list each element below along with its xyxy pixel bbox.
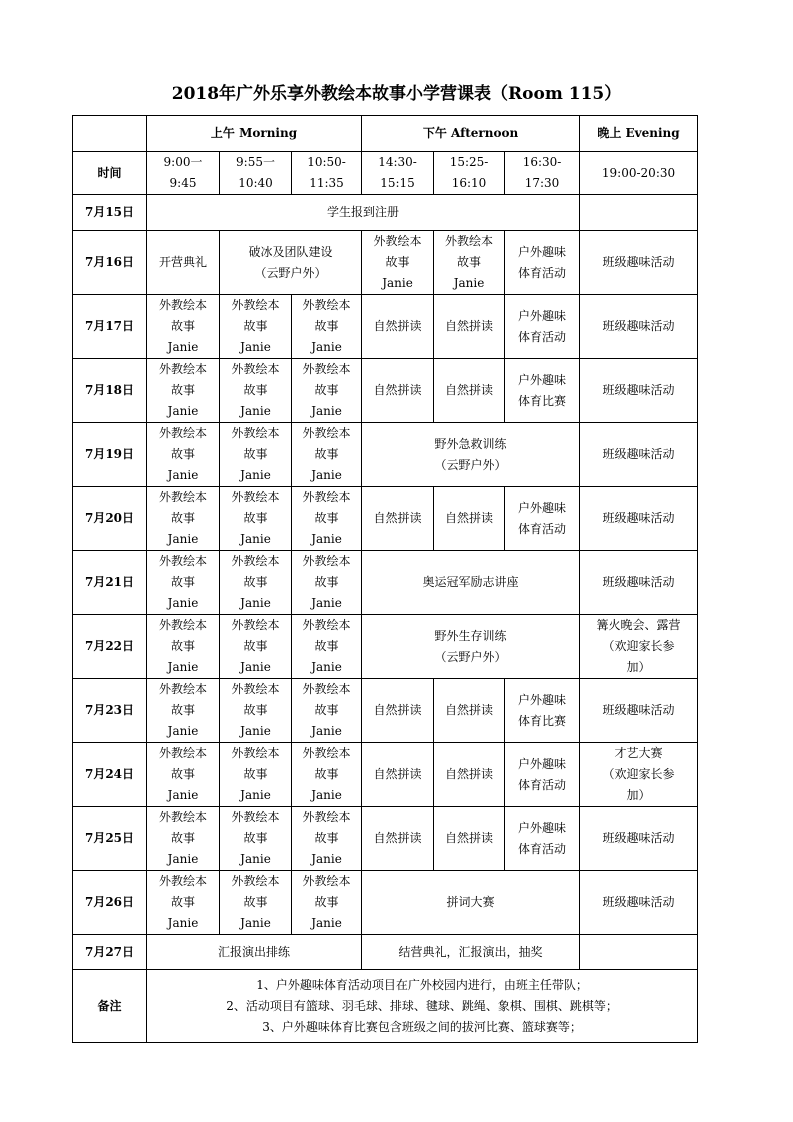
activity-text: Janie	[167, 340, 199, 354]
activity-cell	[220, 551, 292, 615]
time-slot-4	[362, 152, 434, 195]
time-slot-text: 11:35	[309, 176, 344, 190]
activity-cell	[362, 551, 580, 615]
activity-text: Janie	[167, 660, 199, 674]
activity-text: 故事	[170, 447, 195, 461]
activity-text: 外教绘本	[373, 234, 422, 248]
activity-text: 自然拼读	[373, 319, 422, 333]
activity-cell	[147, 423, 220, 487]
activity-text: 外教绘本	[231, 554, 280, 568]
activity-text: Janie	[167, 852, 199, 866]
activity-cell	[220, 807, 292, 871]
time-slot-text: 15:15	[380, 176, 415, 190]
activity-text: 外教绘本	[231, 746, 280, 760]
activity-text: 故事	[243, 447, 268, 461]
time-slot-7	[580, 152, 698, 195]
activity-cell	[292, 807, 362, 871]
activity-text: （云野户外）	[434, 457, 507, 472]
activity-text: 体育比赛	[518, 393, 567, 408]
activity-text: 班级趣味活动	[602, 831, 675, 845]
time-slot-text: 16:10	[451, 176, 487, 190]
activity-text: 拼词大赛	[446, 895, 495, 909]
activity-text: Janie	[167, 916, 199, 930]
activity-text: Janie	[311, 724, 342, 738]
activity-text: 外教绘本	[302, 874, 351, 888]
date-cell: 7月15日	[73, 195, 147, 231]
activity-cell	[505, 295, 580, 359]
activity-text: 自然拼读	[373, 511, 422, 525]
activity-text: Janie	[240, 852, 271, 866]
activity-cell	[220, 743, 292, 807]
activity-cell	[362, 807, 434, 871]
activity-text: Janie	[311, 532, 342, 546]
activity-text: Janie	[167, 404, 199, 418]
page-title: 2018年广外乐享外教绘本故事小学营课表（Room 115）	[171, 84, 622, 104]
activity-text: 自然拼读	[445, 767, 494, 781]
activity-text: 故事	[170, 767, 195, 781]
time-slot-2	[220, 152, 292, 195]
activity-text: 体育比赛	[518, 713, 567, 728]
activity-text: （欢迎家长参	[602, 639, 675, 653]
activity-cell	[580, 871, 698, 935]
activity-cell	[434, 807, 505, 871]
activity-text: 故事	[314, 831, 339, 845]
activity-text: 故事	[170, 831, 195, 845]
activity-text: 户外趣味	[518, 244, 567, 259]
activity-text: 篝火晚会、露营	[596, 618, 681, 632]
activity-text: （云野户外）	[434, 649, 507, 664]
time-slot-text: 10:50-	[307, 155, 346, 169]
activity-text: 故事	[314, 319, 339, 333]
activity-cell	[362, 359, 434, 423]
activity-text: Janie	[311, 340, 342, 354]
activity-text: Janie	[167, 468, 199, 482]
activity-text: 开营典礼	[158, 255, 207, 269]
activity-text: 自然拼读	[445, 703, 494, 717]
activity-text: 自然拼读	[445, 383, 494, 397]
activity-text: 外教绘本	[231, 810, 280, 824]
activity-text: 故事	[243, 895, 268, 909]
activity-text: 外教绘本	[302, 746, 351, 760]
activity-text: 自然拼读	[373, 831, 422, 845]
morning-header: 上午 Morning	[147, 116, 362, 152]
activity-text: 野外急救训练	[434, 436, 507, 451]
activity-text: Janie	[311, 468, 342, 482]
activity-text: 体育活动	[518, 841, 567, 856]
activity-text: 外教绘本	[231, 362, 280, 376]
notes-label: 备注	[73, 970, 147, 1043]
activity-cell	[220, 359, 292, 423]
time-slot-5	[434, 152, 505, 195]
activity-cell	[434, 487, 505, 551]
activity-text: 外教绘本	[158, 426, 207, 440]
activity-cell	[580, 935, 698, 970]
activity-cell	[580, 231, 698, 295]
activity-cell	[580, 487, 698, 551]
activity-cell	[362, 487, 434, 551]
activity-cell	[362, 743, 434, 807]
activity-text: 故事	[170, 703, 195, 717]
activity-text: 自然拼读	[445, 831, 494, 845]
activity-text: 故事	[170, 575, 195, 589]
activity-text: 奥运冠军励志讲座	[422, 575, 519, 589]
notes-row	[73, 970, 698, 1043]
activity-text: 外教绘本	[302, 618, 351, 632]
activity-cell	[147, 195, 580, 231]
day-row	[73, 935, 698, 970]
activity-text: 才艺大赛	[614, 746, 663, 760]
activity-cell	[580, 743, 698, 807]
activity-text: Janie	[240, 404, 271, 418]
day-row	[73, 295, 698, 359]
activity-text: 班级趣味活动	[602, 319, 675, 333]
activity-text: 故事	[243, 639, 268, 653]
time-slot-text: 9:00一	[163, 155, 203, 169]
activity-text: 户外趣味	[518, 692, 567, 707]
time-slot-text: 14:30-	[378, 155, 417, 169]
activity-text: 学生报到注册	[327, 205, 400, 219]
day-row	[73, 743, 698, 807]
activity-cell	[505, 807, 580, 871]
time-slot-3	[292, 152, 362, 195]
time-row	[73, 152, 698, 195]
time-slot-text: 17:30	[524, 176, 560, 190]
activity-cell	[220, 615, 292, 679]
activity-cell	[292, 487, 362, 551]
activity-cell	[505, 487, 580, 551]
activity-text: 故事	[243, 319, 268, 333]
activity-text: 故事	[314, 447, 339, 461]
activity-text: 故事	[314, 383, 339, 397]
activity-cell	[434, 295, 505, 359]
date-cell: 7月21日	[73, 551, 147, 615]
activity-cell	[147, 551, 220, 615]
activity-text: 外教绘本	[158, 682, 207, 696]
day-row	[73, 871, 698, 935]
activity-text: 外教绘本	[231, 618, 280, 632]
activity-text: 汇报演出排练	[218, 944, 291, 959]
activity-text: 故事	[170, 319, 195, 333]
day-row	[73, 423, 698, 487]
activity-cell	[292, 295, 362, 359]
activity-text: 外教绘本	[231, 490, 280, 504]
activity-text: 外教绘本	[158, 810, 207, 824]
activity-cell	[505, 231, 580, 295]
date-cell: 7月26日	[73, 871, 147, 935]
day-row	[73, 615, 698, 679]
activity-cell	[505, 743, 580, 807]
activity-cell	[580, 551, 698, 615]
activity-cell	[434, 231, 505, 295]
time-slot-text: 10:40	[238, 176, 273, 190]
period-header-row	[73, 116, 698, 152]
date-cell: 7月25日	[73, 807, 147, 871]
day-row	[73, 359, 698, 423]
activity-cell	[292, 679, 362, 743]
activity-text: 故事	[385, 255, 410, 269]
activity-text: 外教绘本	[158, 874, 207, 888]
time-slot-1	[147, 152, 220, 195]
activity-text: 故事	[170, 639, 195, 653]
activity-text: 外教绘本	[231, 874, 280, 888]
activity-cell	[580, 615, 698, 679]
activity-cell	[147, 487, 220, 551]
activity-text: 加）	[626, 788, 651, 802]
activity-text: Janie	[167, 724, 199, 738]
activity-text: Janie	[167, 532, 199, 546]
activity-text: 故事	[170, 383, 195, 397]
activity-text: 户外趣味	[518, 500, 567, 515]
activity-text: 故事	[314, 895, 339, 909]
activity-text: Janie	[240, 340, 271, 354]
date-cell: 7月17日	[73, 295, 147, 359]
activity-cell	[147, 615, 220, 679]
activity-text: Janie	[311, 852, 342, 866]
date-cell: 7月23日	[73, 679, 147, 743]
activity-text: 故事	[243, 511, 268, 525]
activity-text: 外教绘本	[445, 234, 494, 248]
activity-text: Janie	[240, 468, 271, 482]
activity-text: 班级趣味活动	[602, 447, 675, 461]
time-slot-text: 9:55一	[236, 155, 275, 169]
schedule-body	[73, 116, 698, 970]
activity-cell	[362, 935, 580, 970]
activity-text: Janie	[240, 660, 271, 674]
activity-text: 户外趣味	[518, 308, 567, 323]
activity-text: 故事	[170, 895, 195, 909]
activity-text: 外教绘本	[302, 554, 351, 568]
activity-cell	[292, 551, 362, 615]
activity-cell	[220, 295, 292, 359]
activity-text: Janie	[167, 596, 199, 610]
activity-cell	[580, 295, 698, 359]
activity-cell	[362, 871, 580, 935]
notes-body	[147, 970, 698, 1043]
activity-cell	[147, 935, 362, 970]
activity-cell	[292, 871, 362, 935]
day-row	[73, 231, 698, 295]
activity-cell	[580, 807, 698, 871]
activity-cell	[292, 615, 362, 679]
activity-cell	[292, 743, 362, 807]
activity-text: 故事	[243, 767, 268, 781]
activity-text: 班级趣味活动	[602, 703, 675, 717]
date-cell: 7月27日	[73, 935, 147, 970]
date-cell: 7月22日	[73, 615, 147, 679]
activity-text: Janie	[240, 596, 271, 610]
note-line-3: 3、户外趣味体育比赛包含班级之间的拔河比赛、篮球赛等；	[262, 1019, 582, 1034]
activity-cell	[362, 423, 580, 487]
day-row	[73, 195, 698, 231]
activity-text: 外教绘本	[302, 810, 351, 824]
activity-cell	[362, 679, 434, 743]
activity-text: 户外趣味	[518, 820, 567, 835]
activity-cell	[362, 615, 580, 679]
activity-text: 外教绘本	[231, 682, 280, 696]
date-cell: 7月20日	[73, 487, 147, 551]
activity-text: 外教绘本	[158, 554, 207, 568]
day-row	[73, 487, 698, 551]
note-line-2: 2、活动项目有篮球、羽毛球、排球、毽球、跳绳、象棋、围棋、跳棋等；	[226, 998, 618, 1013]
afternoon-header: 下午 Afternoon	[362, 116, 580, 152]
activity-cell	[505, 359, 580, 423]
activity-text: 班级趣味活动	[602, 511, 675, 525]
activity-cell	[220, 679, 292, 743]
activity-text: Janie	[382, 276, 413, 290]
activity-text: Janie	[311, 788, 342, 802]
note-line-1: 1、户外趣味体育活动项目在广外校园内进行，由班主任带队；	[256, 977, 588, 992]
activity-text: 自然拼读	[373, 767, 422, 781]
activity-text: 自然拼读	[373, 383, 422, 397]
activity-text: Janie	[311, 660, 342, 674]
activity-text: 外教绘本	[231, 298, 280, 312]
activity-text: 体育活动	[518, 329, 567, 344]
activity-text: 体育活动	[518, 521, 567, 536]
activity-cell	[434, 359, 505, 423]
activity-text: Janie	[240, 916, 271, 930]
activity-text: 自然拼读	[445, 511, 494, 525]
corner-cell	[73, 116, 147, 152]
evening-header: 晚上 Evening	[580, 116, 698, 152]
date-cell: 7月24日	[73, 743, 147, 807]
activity-cell	[505, 679, 580, 743]
activity-text: 外教绘本	[158, 298, 207, 312]
activity-text: 故事	[314, 511, 339, 525]
day-row	[73, 807, 698, 871]
day-row	[73, 551, 698, 615]
activity-text: 故事	[170, 511, 195, 525]
activity-cell	[147, 743, 220, 807]
activity-text: 自然拼读	[445, 319, 494, 333]
date-cell: 7月18日	[73, 359, 147, 423]
activity-text: 外教绘本	[158, 362, 207, 376]
activity-text: 野外生存训练	[434, 628, 507, 643]
activity-cell	[434, 743, 505, 807]
activity-text: 外教绘本	[302, 490, 351, 504]
activity-text: Janie	[240, 788, 271, 802]
activity-cell	[220, 487, 292, 551]
activity-text: 故事	[314, 575, 339, 589]
activity-text: 外教绘本	[231, 426, 280, 440]
activity-cell	[292, 423, 362, 487]
activity-text: 结营典礼，汇报演出，抽奖	[398, 944, 543, 959]
date-cell: 7月19日	[73, 423, 147, 487]
activity-text: 外教绘本	[302, 426, 351, 440]
activity-text: 体育活动	[518, 265, 567, 280]
activity-text: Janie	[240, 724, 271, 738]
time-slot-text: 15:25-	[449, 155, 489, 169]
activity-cell	[147, 359, 220, 423]
activity-text: Janie	[453, 276, 485, 290]
activity-cell	[147, 871, 220, 935]
activity-cell	[362, 231, 434, 295]
activity-text: 故事	[314, 703, 339, 717]
activity-text: 破冰及团队建设	[248, 244, 333, 259]
activity-cell	[580, 679, 698, 743]
activity-text: （云野户外）	[254, 265, 327, 280]
activity-text: 故事	[243, 831, 268, 845]
activity-text: 故事	[457, 255, 482, 269]
activity-text: 外教绘本	[158, 490, 207, 504]
activity-text: 加）	[626, 660, 651, 674]
time-label: 时间	[73, 152, 147, 195]
day-row	[73, 679, 698, 743]
time-slot-text: 19:00-20:30	[601, 165, 676, 180]
schedule-table	[72, 115, 698, 1043]
time-slot-6	[505, 152, 580, 195]
activity-cell	[434, 679, 505, 743]
time-slot-text: 9:45	[169, 176, 197, 190]
activity-cell	[147, 807, 220, 871]
activity-cell	[580, 423, 698, 487]
activity-text: 户外趣味	[518, 756, 567, 771]
activity-text: Janie	[311, 404, 342, 418]
activity-text: 外教绘本	[302, 682, 351, 696]
activity-text: Janie	[240, 532, 271, 546]
activity-text: Janie	[167, 788, 199, 802]
activity-cell	[220, 231, 362, 295]
activity-text: Janie	[311, 596, 342, 610]
activity-cell	[220, 871, 292, 935]
activity-cell	[580, 359, 698, 423]
activity-cell	[292, 359, 362, 423]
activity-cell	[580, 195, 698, 231]
activity-text: 班级趣味活动	[602, 255, 675, 269]
activity-text: Janie	[311, 916, 342, 930]
activity-text: 故事	[243, 575, 268, 589]
activity-text: 外教绘本	[158, 746, 207, 760]
activity-text: 体育活动	[518, 777, 567, 792]
date-cell: 7月16日	[73, 231, 147, 295]
activity-text: 故事	[314, 639, 339, 653]
activity-cell	[362, 295, 434, 359]
activity-text: 外教绘本	[158, 618, 207, 632]
activity-text: 故事	[243, 703, 268, 717]
activity-text: （欢迎家长参	[602, 767, 675, 781]
activity-cell	[220, 423, 292, 487]
activity-text: 班级趣味活动	[602, 895, 675, 909]
activity-text: 外教绘本	[302, 298, 351, 312]
time-slot-text: 16:30-	[522, 155, 562, 169]
activity-text: 故事	[314, 767, 339, 781]
activity-cell	[147, 679, 220, 743]
activity-text: 外教绘本	[302, 362, 351, 376]
activity-text: 户外趣味	[518, 372, 567, 387]
activity-text: 班级趣味活动	[602, 575, 675, 589]
activity-text: 班级趣味活动	[602, 383, 675, 397]
notes-section	[73, 970, 698, 1043]
activity-text: 故事	[243, 383, 268, 397]
activity-cell	[147, 295, 220, 359]
activity-text: 自然拼读	[373, 703, 422, 717]
activity-cell	[147, 231, 220, 295]
